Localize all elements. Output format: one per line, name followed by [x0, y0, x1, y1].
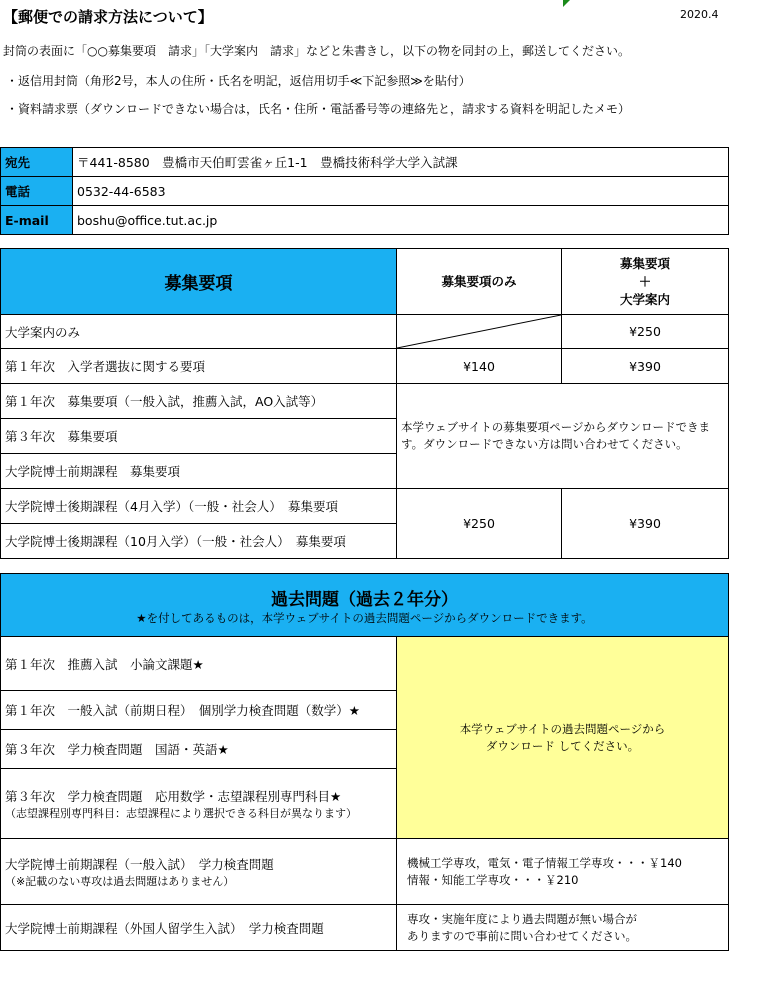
- guide-row-price-only: ¥140: [397, 349, 562, 384]
- guide-header-col2-line3: 大学案内: [619, 291, 670, 307]
- table-row: [1, 349, 729, 384]
- past-download-line2: ダウンロード してください。: [485, 738, 640, 753]
- date-label: 2020.4: [680, 8, 719, 21]
- contact-row: [1, 177, 729, 206]
- guide-row-name: 大学院博士後期課程（10月入学）（一般・社会人） 募集要項: [1, 524, 397, 559]
- past-subtitle: ★を付してあるものは，本学ウェブサイトの過去問題ページからダウンロードできます。: [136, 610, 593, 625]
- grad2-note: [397, 905, 729, 951]
- contact-row: [1, 148, 729, 177]
- guide-header-row: [1, 249, 729, 315]
- contact-row: [1, 206, 729, 235]
- guide-header-col2-line1: 募集要項: [619, 255, 670, 271]
- doctoral-price-with-guide: ¥390: [562, 489, 729, 559]
- past-row-name: 第１年次 推薦入試 小論文課題★: [1, 637, 397, 691]
- doctoral-price-only: ¥250: [397, 489, 562, 559]
- contact-value-phone: 0532-44-6583: [73, 177, 729, 206]
- page-title: 【郵便での請求方法について】: [3, 8, 213, 26]
- table-row: [1, 905, 729, 951]
- past-header: [1, 574, 729, 637]
- guide-table: [0, 248, 729, 559]
- guide-header-col2-line2: ＋: [638, 273, 652, 289]
- grad1-row-name: [1, 839, 397, 905]
- bullet-request-form: ・資料請求票（ダウンロードできない場合は，氏名・住所・電話番号等の連絡先と，請求する資料を明記したメモ）: [6, 102, 631, 116]
- contact-label-address: 宛先: [1, 148, 73, 177]
- contact-value-email[interactable]: boshu@office.tut.ac.jp: [73, 206, 729, 235]
- past-title: 過去問題（過去２年分）: [271, 589, 458, 610]
- intro-text: 封筒の表面に「○○募集要項 請求」「大学案内 請求」などと朱書きし，以下の物を同封の上，郵送してください。: [3, 44, 630, 58]
- table-row: [1, 637, 729, 691]
- grad1-title: 大学院博士前期課程（一般入試） 学力検査問題: [5, 856, 274, 872]
- table-row: [1, 315, 729, 349]
- table-row: [1, 839, 729, 905]
- contact-label-email: E-mail: [1, 206, 73, 235]
- download-note: 本学ウェブサイトの募集要項ページからダウンロードできます。ダウンロードできない方は問い合わせてください。: [397, 384, 729, 489]
- guide-header-col1: 募集要項のみ: [397, 249, 562, 315]
- past-row-title: 第３年次 学力検査問題 応用数学・志望課程別専門科目★: [5, 788, 342, 804]
- guide-row-name: 第１年次 入学者選抜に関する要項: [1, 349, 397, 384]
- diagonal-line: [397, 315, 561, 348]
- past-row-name: 第３年次 学力検査問題 国語・英語★: [1, 730, 397, 769]
- guide-row-name: 大学院博士後期課程（4月入学）（一般・社会人） 募集要項: [1, 489, 397, 524]
- grad1-price-line2: 情報・知能工学専攻・・・￥210: [407, 872, 579, 887]
- grad2-note-line1: 専攻・実施年度により過去問題が無い場合が: [407, 911, 637, 926]
- bullet-envelope: ・返信用封筒（角形2号，本人の住所・氏名を明記，返信用切手≪下記参照≫を貼付）: [6, 74, 471, 88]
- guide-row-price: ¥250: [562, 315, 729, 349]
- cell-marker: [563, 0, 570, 7]
- past-download-line1: 本学ウェブサイトの過去問題ページから: [459, 721, 666, 736]
- grad1-prices: [397, 839, 729, 905]
- grad1-price-line1: 機械工学専攻，電気・電子情報工学専攻・・・￥140: [407, 855, 682, 870]
- guide-row-name: 大学案内のみ: [1, 315, 397, 349]
- guide-header-col2: [562, 249, 729, 315]
- grad2-row-name: 大学院博士前期課程（外国人留学生入試） 学力検査問題: [1, 905, 397, 951]
- guide-row-name: 第３年次 募集要項: [1, 419, 397, 454]
- past-row-name: [1, 769, 397, 839]
- past-exams-table: [0, 573, 729, 951]
- guide-row-name: 第１年次 募集要項（一般入試，推薦入試，AO入試等）: [1, 384, 397, 419]
- table-row: [1, 384, 729, 419]
- past-download-note: [397, 637, 729, 839]
- past-header-row: [1, 574, 729, 637]
- grad2-note-line2: ありますので事前に問い合わせてください。: [407, 928, 637, 943]
- grad1-subnote: （※記載のない専攻は過去問題はありません）: [5, 874, 235, 888]
- contact-label-phone: 電話: [1, 177, 73, 206]
- past-row-subnote: （志望課程別専門科目：志望課程により選択できる科目が異なります）: [5, 806, 357, 820]
- guide-row-name: 大学院博士前期課程 募集要項: [1, 454, 397, 489]
- contact-table: [0, 147, 729, 235]
- past-row-name: 第１年次 一般入試（前期日程） 個別学力検査問題（数学）★: [1, 691, 397, 730]
- guide-row-price: ¥390: [562, 349, 729, 384]
- guide-header-title: 募集要項: [1, 249, 397, 315]
- diagonal-empty-cell: [397, 315, 562, 349]
- contact-value-address: 〒441-8580 豊橋市天伯町雲雀ヶ丘1-1 豊橋技術科学大学入試課: [73, 148, 729, 177]
- table-row: [1, 489, 729, 524]
